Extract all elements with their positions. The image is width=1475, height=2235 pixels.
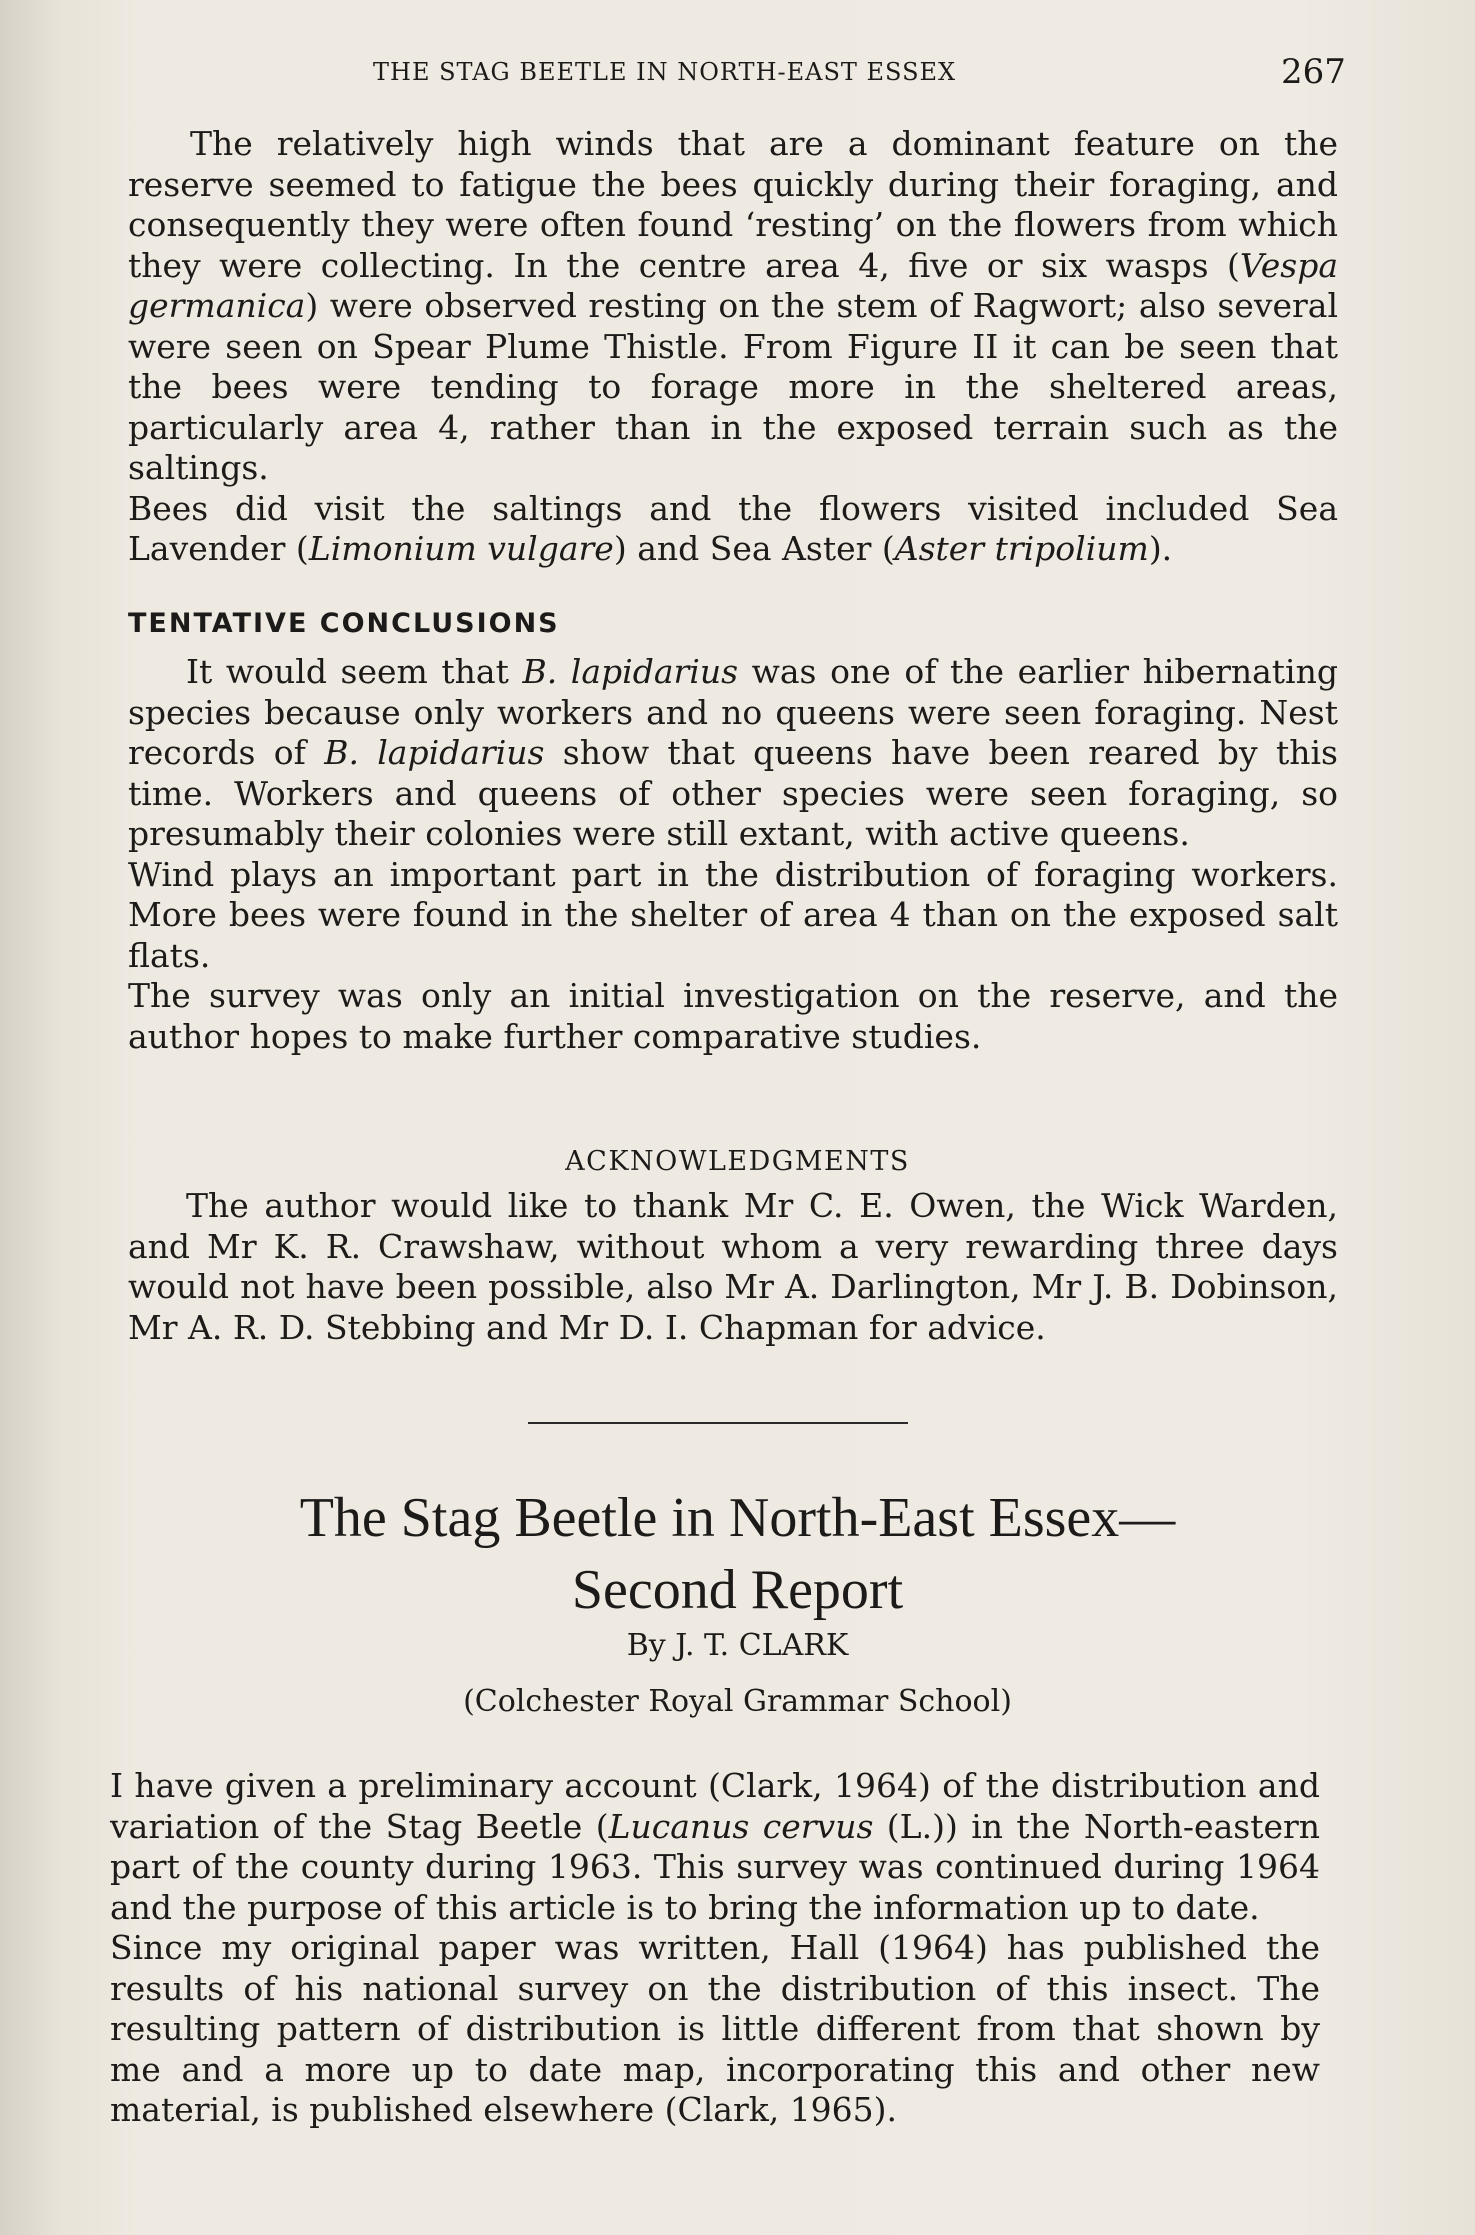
paragraph: Since my original paper was written, Hall (1964) has published the results of his national survey on the distribution of this insect. The resulting pattern of distribution is little different from that shown by me and a more up to date map, incorporating this and other new material, is published elsewhere (Clark, 1965). — [110, 1928, 1320, 2129]
section-divider — [528, 1422, 908, 1424]
paragraph: I have given a preliminary account (Clark, 1964) of the distribution and variation of the Stag Beetle (Lucanus cervus (L.)) in the North-eastern part of the county during 1963. This survey was continued during 1964 and the purpose of this article is to bring the information up to date. — [110, 1766, 1321, 1927]
page-number: 267 — [1281, 52, 1346, 92]
section-conclusions-text — [128, 652, 1338, 1057]
article-title-line-2: Second Report — [571, 1559, 904, 1621]
paragraph: Wind plays an important part in the distribution of foraging workers. More bees were found in the shelter of area 4 than on the exposed salt flats. — [128, 854, 1338, 975]
paragraph: The relatively high winds that are a dominant feature on the reserve seemed to fatigue the bees quickly during their foraging, and consequently they were often found ‘resting’ on the flowers from which they were collecting. In the centre area 4, five or six wasps (Vespa germanica) were observed resting on the stem of Ragwort; also several were seen on Spear Plume Thistle. From Figure II it can be seen that the bees were tending to forage more in the sheltered areas, particularly area 4, rather than in the exposed terrain such as the saltings. — [128, 124, 1338, 487]
page-header — [0, 52, 1475, 96]
paragraph: It would seem that B. lapidarius was one of the earlier hibernating species because only workers and no queens were seen foraging. Nest records of B. lapidarius show that queens have been reared by this time. Workers and queens of other species were seen foraging, so presumably their colonies were still extant, with active queens. — [128, 652, 1338, 853]
paragraph: The author would like to thank Mr C. E. Owen, the Wick Warden, and Mr K. R. Crawshaw, without whom a very rewarding three days would not have been possible, also Mr A. Darlington, Mr J. B. Dobinson, Mr A. R. D. Stebbing and Mr D. I. Chapman for advice. — [128, 1186, 1338, 1347]
running-head: THE STAG BEETLE IN NORTH-EAST ESSEX — [373, 58, 957, 86]
article-body — [110, 1766, 1320, 2131]
author-affiliation: (Colchester Royal Grammar School) — [463, 1684, 1012, 1719]
author-byline: By J. T. CLARK — [626, 1628, 849, 1663]
acknowledgments-title: ACKNOWLEDGMENTS — [565, 1146, 910, 1177]
article-title-line-1: The Stag Beetle in North-East Essex— — [299, 1487, 1176, 1549]
acknowledgments-text — [128, 1186, 1338, 1348]
section-foraging-text — [128, 124, 1338, 570]
paragraph: Bees did visit the saltings and the flowers visited included Sea Lavender (Limonium vulgare) and Sea Aster (Aster tripolium). — [128, 488, 1338, 568]
paragraph: The survey was only an initial investigation on the reserve, and the author hopes to make further comparative studies. — [128, 976, 1338, 1056]
section-heading: TENTATIVE CONCLUSIONS — [128, 608, 560, 639]
article-title — [0, 1482, 1475, 1626]
